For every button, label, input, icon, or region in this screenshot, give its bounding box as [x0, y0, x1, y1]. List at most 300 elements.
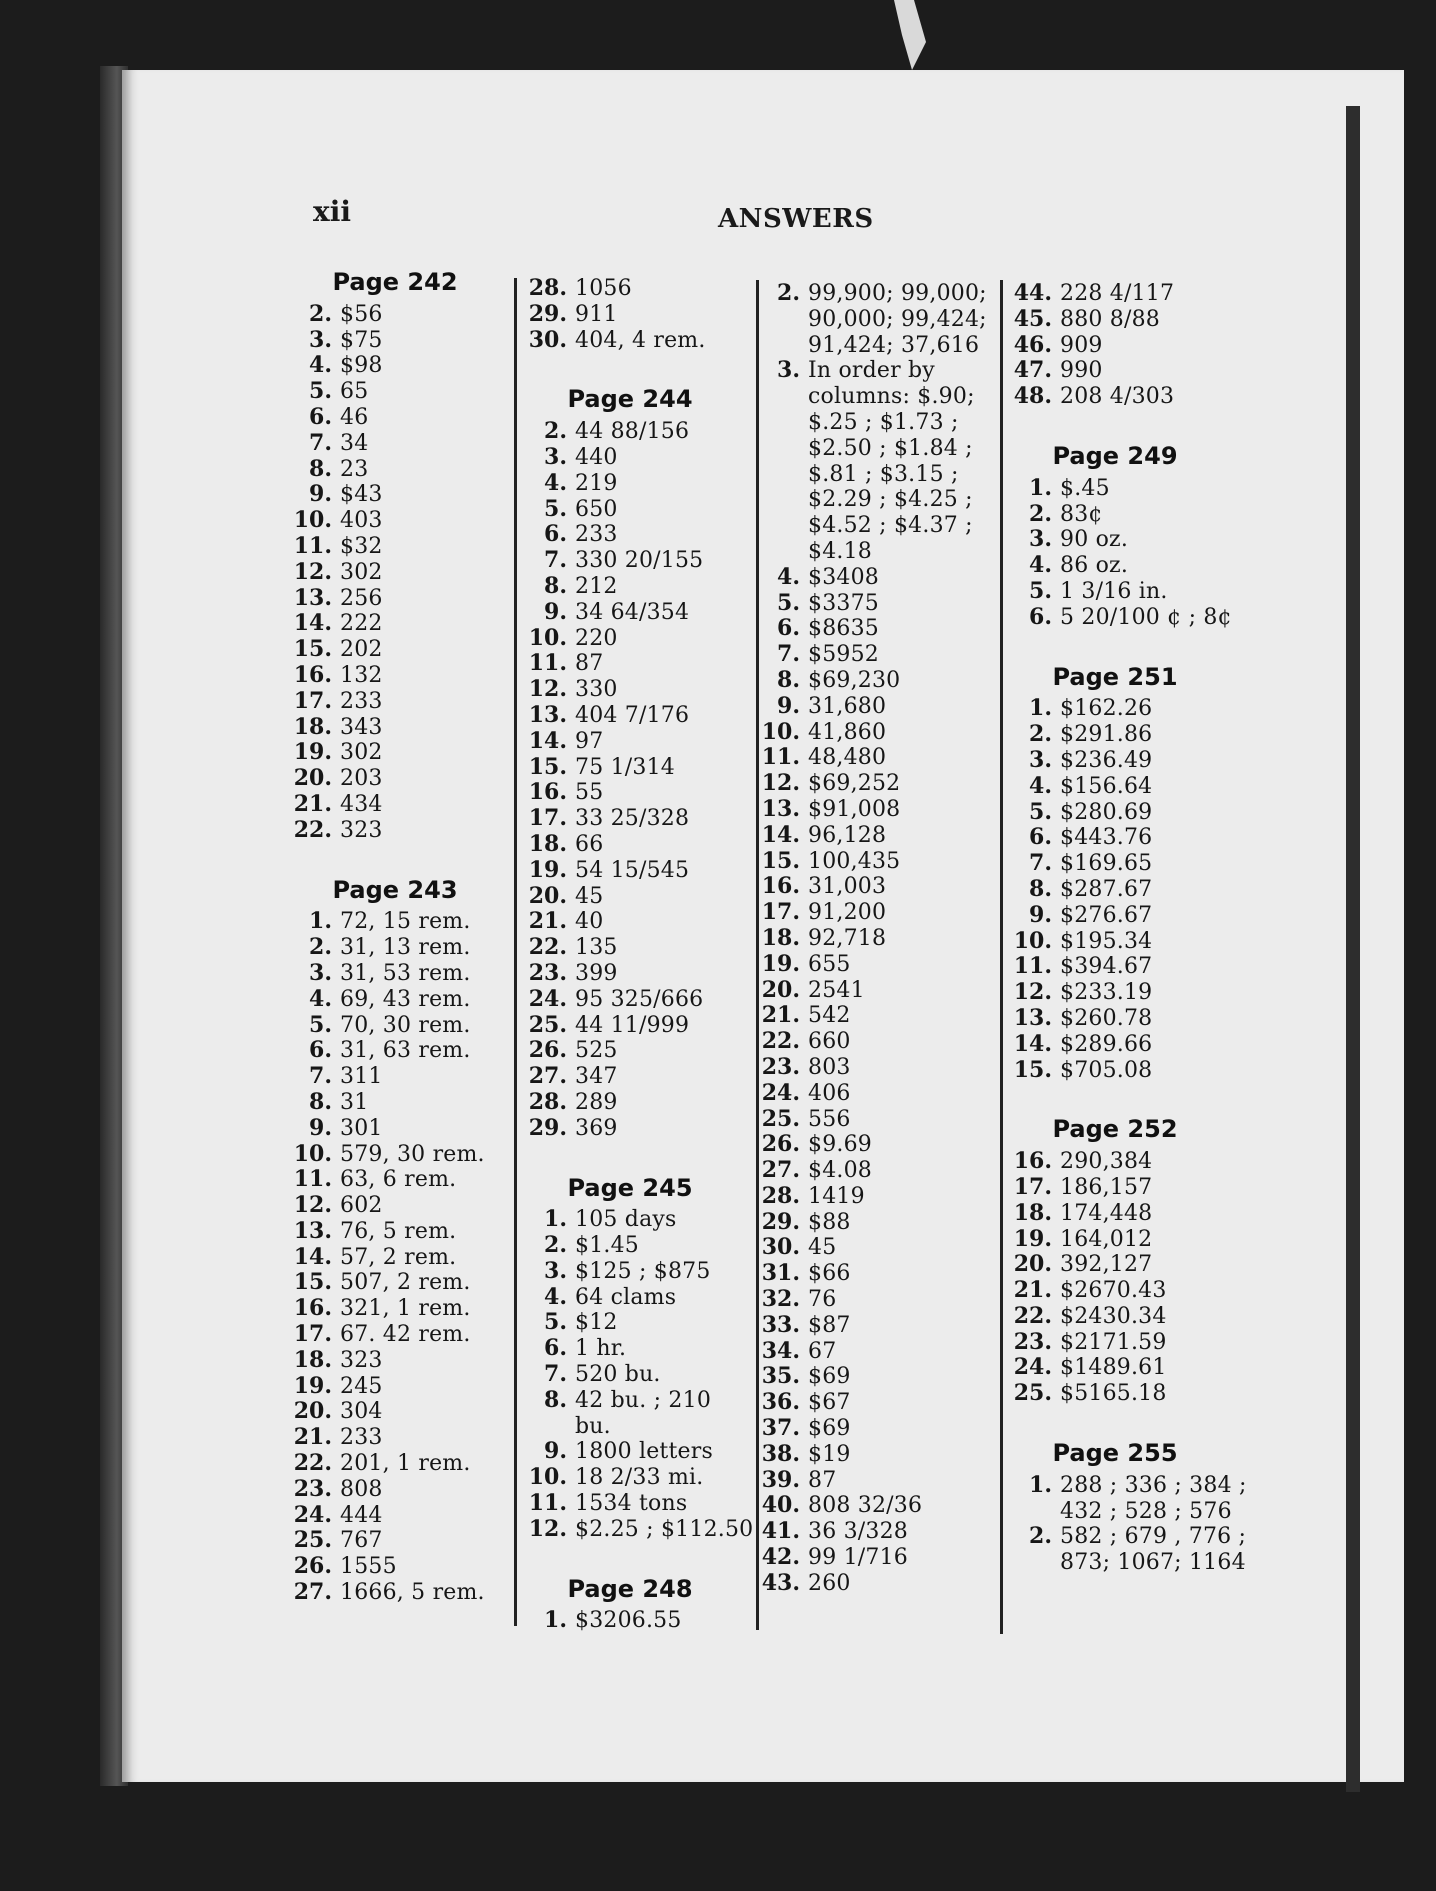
- answer-row: [1010, 384, 1220, 410]
- answer-value: 36 3/328: [808, 1519, 908, 1545]
- section-gap: [1010, 1083, 1220, 1107]
- answer-row: [525, 1515, 754, 1543]
- answer-number: 24.: [1013, 1354, 1052, 1381]
- answer-row: [525, 832, 735, 858]
- answer-value: 507, 2 rem.: [340, 1270, 471, 1296]
- answer-value: 233: [575, 522, 618, 548]
- answer-number: 2.: [1029, 1523, 1052, 1550]
- answer-number: 9.: [544, 598, 567, 625]
- answer-number: 6.: [544, 521, 567, 548]
- answer-row: [1010, 1381, 1220, 1407]
- answer-number: 19.: [761, 950, 800, 977]
- answer-value: 75 1/314: [575, 754, 675, 780]
- answer-row: [758, 1029, 1018, 1055]
- answer-row: [1010, 1006, 1220, 1032]
- answer-number: 17.: [293, 1321, 332, 1348]
- answer-number: [1010, 1499, 1060, 1525]
- answer-number: 36.: [761, 1389, 800, 1416]
- answer-row: [525, 497, 735, 523]
- answer-value: 404 7/176: [575, 702, 690, 728]
- answer-value: 186,157: [1060, 1174, 1153, 1200]
- answer-row: [1010, 722, 1220, 748]
- answer-row: [1010, 1330, 1220, 1356]
- answer-number: 12.: [293, 558, 332, 585]
- answer-value: 404, 4 rem.: [575, 327, 706, 353]
- answer-value: 323: [340, 1347, 383, 1373]
- answer-value: $32: [340, 533, 383, 559]
- answer-value: 105 days: [575, 1207, 677, 1233]
- answer-value: 990: [1060, 358, 1103, 384]
- answer-number: 48.: [1013, 383, 1052, 410]
- answer-row: [758, 1571, 1018, 1597]
- answer-value: 323: [340, 817, 383, 843]
- answer-number: 21.: [528, 908, 567, 935]
- answer-number: 7.: [544, 547, 567, 574]
- answers-column-3: [758, 281, 1018, 1597]
- answer-value: 48,480: [808, 745, 887, 771]
- answer-row: [290, 586, 500, 612]
- answer-row: [525, 1336, 735, 1362]
- answer-number: 37.: [761, 1415, 800, 1442]
- answer-value: 23: [340, 456, 369, 482]
- answer-number: 34.: [761, 1337, 800, 1364]
- answer-number: 27.: [528, 1063, 567, 1090]
- answer-number: 14.: [293, 1243, 332, 1270]
- answer-row: [525, 651, 735, 677]
- answer-number: 19.: [293, 1372, 332, 1399]
- answer-number: 20.: [293, 765, 332, 792]
- answer-number: 6.: [1029, 824, 1052, 851]
- answer-value: 767: [340, 1528, 383, 1554]
- answer-value: 434: [340, 791, 383, 817]
- answer-number: 16.: [761, 873, 800, 900]
- answer-value: 87: [808, 1467, 837, 1493]
- section-heading: Page 251: [1052, 662, 1178, 691]
- answer-value: 41,860: [808, 719, 887, 745]
- answer-row: [290, 663, 500, 689]
- answer-value: $91,008: [808, 796, 901, 822]
- answer-value: $19: [808, 1441, 851, 1467]
- answer-number: 14.: [528, 727, 567, 754]
- answer-value: 44 88/156: [575, 419, 690, 445]
- answer-row: [758, 1132, 1018, 1158]
- answer-number: 8.: [777, 666, 800, 693]
- answer-number: 14.: [761, 821, 800, 848]
- answer-number: 4.: [777, 563, 800, 590]
- answer-value: 45: [575, 883, 604, 909]
- answer-value: 63, 6 rem.: [340, 1167, 457, 1193]
- answer-value: $69: [808, 1416, 851, 1442]
- answer-row: [758, 952, 1018, 978]
- answer-number: 2.: [309, 934, 332, 961]
- answer-value: $2430.34: [1060, 1303, 1167, 1329]
- answer-value: $2.25 ; $112.50: [575, 1516, 754, 1542]
- answer-number: 26.: [528, 1037, 567, 1064]
- answer-number: 6.: [309, 403, 332, 430]
- answer-value: 34: [340, 430, 369, 456]
- answer-value: 220: [575, 625, 618, 651]
- answer-number: 25.: [761, 1105, 800, 1132]
- answer-row: [525, 1038, 735, 1064]
- answer-number: 22.: [293, 1450, 332, 1477]
- answer-value: 83¢: [1060, 501, 1103, 527]
- answer-row: [525, 1285, 735, 1311]
- answer-value: 542: [808, 1003, 851, 1029]
- answer-value: 34 64/354: [575, 599, 690, 625]
- answer-value: 44 11/999: [575, 1012, 690, 1038]
- answers-column-2: [525, 275, 754, 1634]
- answer-number: 9.: [309, 1114, 332, 1141]
- answer-value: 228 4/117: [1060, 281, 1175, 306]
- answer-row: [525, 1362, 735, 1388]
- answers-column-4: [1010, 280, 1247, 1576]
- answer-number: 9.: [1029, 901, 1052, 928]
- answer-value: 66: [575, 831, 604, 857]
- answer-value: $394.67: [1060, 954, 1153, 980]
- answer-number: 43.: [761, 1569, 800, 1596]
- answer-value: 31, 53 rem.: [340, 960, 471, 986]
- answer-value: $88: [808, 1209, 851, 1235]
- answer-number: 3.: [777, 357, 800, 384]
- answer-value: $4.08: [808, 1158, 872, 1184]
- answer-number: 12.: [528, 1515, 567, 1542]
- answer-row: [1010, 333, 1220, 359]
- answer-number: 24.: [761, 1079, 800, 1106]
- answer-value: $4.52 ; $4.37 ;: [808, 513, 973, 539]
- answer-row: [758, 1468, 1018, 1494]
- answer-row: [758, 1442, 1018, 1468]
- answer-row: [758, 1210, 1018, 1236]
- answer-number: 8.: [309, 1088, 332, 1115]
- answer-row: [758, 1339, 1018, 1365]
- answer-value: 233: [340, 1425, 383, 1451]
- answer-number: 29.: [528, 300, 567, 327]
- answer-number: 9.: [777, 692, 800, 719]
- answer-value: 208 4/303: [1060, 384, 1175, 410]
- answer-number: 1.: [1029, 695, 1052, 722]
- answer-number: 10.: [293, 1140, 332, 1167]
- answer-number: 10.: [528, 624, 567, 651]
- answer-value: $67: [808, 1390, 851, 1416]
- answer-value: $87: [808, 1312, 851, 1338]
- answer-row: [290, 689, 500, 715]
- answer-number: 7.: [1029, 850, 1052, 877]
- answer-value: 392,127: [1060, 1252, 1153, 1278]
- answer-row: [525, 471, 735, 497]
- answer-row: [290, 715, 500, 741]
- answer-value: 67. 42 rem.: [340, 1322, 471, 1348]
- answer-row: [525, 276, 735, 302]
- answer-number: 40.: [761, 1492, 800, 1519]
- answer-value: 245: [340, 1373, 383, 1399]
- answer-row: [290, 1374, 500, 1400]
- answer-row: [1010, 1304, 1220, 1330]
- answer-number: 5.: [309, 378, 332, 405]
- answer-value: 2541: [808, 977, 865, 1003]
- answer-number: 11.: [293, 1166, 332, 1193]
- answer-value: 92,718: [808, 925, 887, 951]
- section-gap: [525, 353, 735, 377]
- answer-value: $5165.18: [1060, 1381, 1167, 1407]
- answer-row: [290, 909, 500, 935]
- answer-value: $4.18: [808, 538, 872, 564]
- answer-row: [290, 740, 500, 766]
- answer-row: [1010, 1252, 1220, 1278]
- answer-number: 18.: [293, 1346, 332, 1373]
- answer-row: [1010, 1149, 1220, 1175]
- answer-number: 11.: [293, 532, 332, 559]
- answer-row: [758, 1416, 1018, 1442]
- answer-row: [525, 522, 735, 548]
- answer-row: [525, 1116, 735, 1142]
- answer-row: [525, 1310, 735, 1336]
- answer-number: 15.: [761, 847, 800, 874]
- answer-row: [1010, 1058, 1220, 1084]
- section-heading: Page 249: [1052, 441, 1178, 470]
- answer-row: [290, 1554, 500, 1580]
- answer-number: 11.: [528, 1490, 567, 1517]
- answer-number: 4.: [1029, 772, 1052, 799]
- answer-row: [758, 694, 1018, 720]
- answer-number: 3.: [309, 959, 332, 986]
- answer-row: [290, 1167, 500, 1193]
- answer-number: 3.: [309, 326, 332, 353]
- answer-value: $43: [340, 482, 383, 508]
- answer-row: [758, 1390, 1018, 1416]
- answer-value: $75: [340, 327, 383, 353]
- answer-value: $12: [575, 1310, 618, 1336]
- answer-number: 22.: [1013, 1302, 1052, 1329]
- answer-value: 556: [808, 1106, 851, 1132]
- page-number: xii: [313, 195, 351, 228]
- answer-value: 212: [575, 573, 618, 599]
- answer-value: 330 20/155: [575, 548, 704, 574]
- answer-value: 99,900; 99,000;: [808, 281, 987, 306]
- answer-number: 6.: [777, 615, 800, 642]
- answer-value: 579, 30 rem.: [340, 1141, 485, 1167]
- answer-row: [525, 1414, 735, 1440]
- section-heading: Page 248: [567, 1574, 693, 1603]
- answer-value: 70, 30 rem.: [340, 1012, 471, 1038]
- answer-number: 19.: [1013, 1225, 1052, 1252]
- answer-value: 31,680: [808, 693, 887, 719]
- answer-value: $69: [808, 1364, 851, 1390]
- answer-row: [758, 823, 1018, 849]
- answer-row: [758, 745, 1018, 771]
- answer-value: $69,230: [808, 667, 901, 693]
- answer-number: 25.: [293, 1527, 332, 1554]
- answer-number: 26.: [293, 1553, 332, 1580]
- answer-value: 233: [340, 688, 383, 714]
- answer-row: [758, 1287, 1018, 1313]
- answer-row: [290, 1219, 500, 1245]
- answer-number: 17.: [761, 899, 800, 926]
- answer-number: 18.: [528, 830, 567, 857]
- answer-number: 14.: [293, 610, 332, 637]
- answer-number: 28.: [528, 275, 567, 301]
- answer-number: 5.: [544, 495, 567, 522]
- answer-row: [525, 1388, 735, 1414]
- answer-row: [290, 1322, 500, 1348]
- answer-row: [758, 978, 1018, 1004]
- section-heading: Page 252: [1052, 1115, 1178, 1144]
- answer-value: $69,252: [808, 771, 901, 797]
- answer-row: [758, 307, 1018, 333]
- answer-value: $156.64: [1060, 773, 1153, 799]
- answer-number: 12.: [1013, 979, 1052, 1006]
- answer-value: $3375: [808, 590, 879, 616]
- answer-value: 808 32/36: [808, 1493, 923, 1519]
- answer-number: 13.: [528, 701, 567, 728]
- answer-row: [525, 961, 735, 987]
- answer-number: 9.: [309, 481, 332, 508]
- answer-row: [525, 780, 735, 806]
- answer-value: $233.19: [1060, 980, 1153, 1006]
- answer-number: 5.: [1029, 798, 1052, 825]
- answer-number: 5.: [309, 1011, 332, 1038]
- section-heading: Page 243: [332, 875, 458, 904]
- answer-row: [758, 358, 1018, 384]
- answer-value: $162.26: [1060, 696, 1153, 722]
- answer-row: [1010, 825, 1220, 851]
- answer-value: 304: [340, 1399, 383, 1425]
- answer-value: $260.78: [1060, 1005, 1153, 1031]
- answers-column-1: [290, 270, 500, 1606]
- answer-number: 16.: [1013, 1148, 1052, 1175]
- answer-number: 13.: [1013, 1004, 1052, 1031]
- answer-number: [758, 333, 808, 359]
- section-gap: [290, 844, 500, 868]
- answer-row: [1010, 954, 1220, 980]
- answer-number: 2.: [1029, 721, 1052, 748]
- answer-value: 76, 5 rem.: [340, 1218, 457, 1244]
- answer-value: 76: [808, 1287, 837, 1313]
- answer-row: [525, 935, 735, 961]
- answer-row: [1010, 502, 1220, 528]
- answer-row: [758, 926, 1018, 952]
- answer-number: 20.: [528, 882, 567, 909]
- answer-number: 4.: [544, 1283, 567, 1310]
- answer-number: [758, 487, 808, 513]
- answer-row: [525, 729, 735, 755]
- answer-value: 260: [808, 1570, 851, 1596]
- answer-number: 2.: [544, 1232, 567, 1259]
- answer-row: [290, 1425, 500, 1451]
- answer-value: 31,003: [808, 874, 887, 900]
- answer-row: [525, 755, 735, 781]
- answer-value: 432 ; 528 ; 576: [1060, 1498, 1232, 1524]
- answer-value: $.25 ; $1.73 ;: [808, 409, 959, 435]
- answer-value: 909: [1060, 332, 1103, 358]
- answer-row: [758, 436, 1018, 462]
- answer-value: 86 oz.: [1060, 553, 1129, 579]
- answer-value: 45: [808, 1235, 837, 1261]
- answer-row: [525, 987, 735, 1013]
- answer-number: 47.: [1013, 357, 1052, 384]
- answer-value: $705.08: [1060, 1057, 1153, 1083]
- column-divider-1: [514, 278, 517, 1626]
- answer-row: [758, 1107, 1018, 1133]
- answer-value: 347: [575, 1064, 618, 1090]
- answer-row: [525, 1608, 735, 1634]
- answer-row: [758, 616, 1018, 642]
- answer-number: 19.: [293, 739, 332, 766]
- answer-row: [525, 677, 735, 703]
- answer-number: 3.: [1029, 746, 1052, 773]
- answer-number: 7.: [777, 641, 800, 668]
- answer-row: [758, 1313, 1018, 1339]
- answer-number: 21.: [293, 790, 332, 817]
- answer-row: [525, 419, 735, 445]
- section-gap: [1010, 1407, 1220, 1431]
- answer-number: 23.: [1013, 1328, 1052, 1355]
- answer-value: 87: [575, 651, 604, 677]
- answer-value: 808: [340, 1476, 383, 1502]
- answer-number: 16.: [293, 1295, 332, 1322]
- answer-row: [525, 1465, 735, 1491]
- answer-value: 582 ; 679 , 776 ;: [1060, 1524, 1247, 1550]
- answer-row: [758, 874, 1018, 900]
- answer-row: [290, 987, 500, 1013]
- answer-value: 602: [340, 1193, 383, 1219]
- answer-number: 24.: [528, 985, 567, 1012]
- answer-value: 343: [340, 714, 383, 740]
- answer-row: [525, 302, 735, 328]
- answer-value: 321, 1 rem.: [340, 1296, 471, 1322]
- answer-number: 29.: [528, 1114, 567, 1141]
- answer-row: [758, 1261, 1018, 1287]
- answer-value: 54 15/545: [575, 857, 690, 883]
- answer-value: 803: [808, 1054, 851, 1080]
- answer-number: 5.: [1029, 577, 1052, 604]
- answer-number: 15.: [293, 1269, 332, 1296]
- answer-value: 302: [340, 559, 383, 585]
- answer-value: 289: [575, 1089, 618, 1115]
- answer-row: [290, 818, 500, 844]
- answer-value: 72, 15 rem.: [340, 909, 471, 935]
- answer-value: $2670.43: [1060, 1278, 1167, 1304]
- answer-number: 25.: [528, 1011, 567, 1038]
- answer-value: $236.49: [1060, 747, 1153, 773]
- answer-number: 11.: [528, 650, 567, 677]
- answer-value: $98: [340, 353, 383, 379]
- answer-number: 5.: [777, 589, 800, 616]
- answer-row: [1010, 929, 1220, 955]
- answer-value: 880 8/88: [1060, 306, 1160, 332]
- answer-row: [525, 806, 735, 832]
- answer-row: [1010, 1355, 1220, 1381]
- answer-number: 17.: [528, 805, 567, 832]
- answer-number: 42.: [761, 1544, 800, 1571]
- answer-number: 6.: [1029, 603, 1052, 630]
- answer-number: 16.: [528, 779, 567, 806]
- answer-value: 64 clams: [575, 1284, 677, 1310]
- answer-number: 3.: [544, 1257, 567, 1284]
- answer-number: 2.: [544, 418, 567, 445]
- answer-number: 22.: [528, 934, 567, 961]
- answer-row: [1010, 851, 1220, 877]
- answer-row: [290, 431, 500, 457]
- section-gap: [525, 1142, 735, 1166]
- answer-number: 21.: [1013, 1277, 1052, 1304]
- answer-number: [758, 513, 808, 539]
- answer-value: 650: [575, 496, 618, 522]
- answer-row: [1010, 1550, 1246, 1576]
- answer-value: 1 hr.: [575, 1336, 627, 1362]
- answer-row: [758, 1055, 1018, 1081]
- answer-row: [290, 766, 500, 792]
- answer-value: $287.67: [1060, 876, 1153, 902]
